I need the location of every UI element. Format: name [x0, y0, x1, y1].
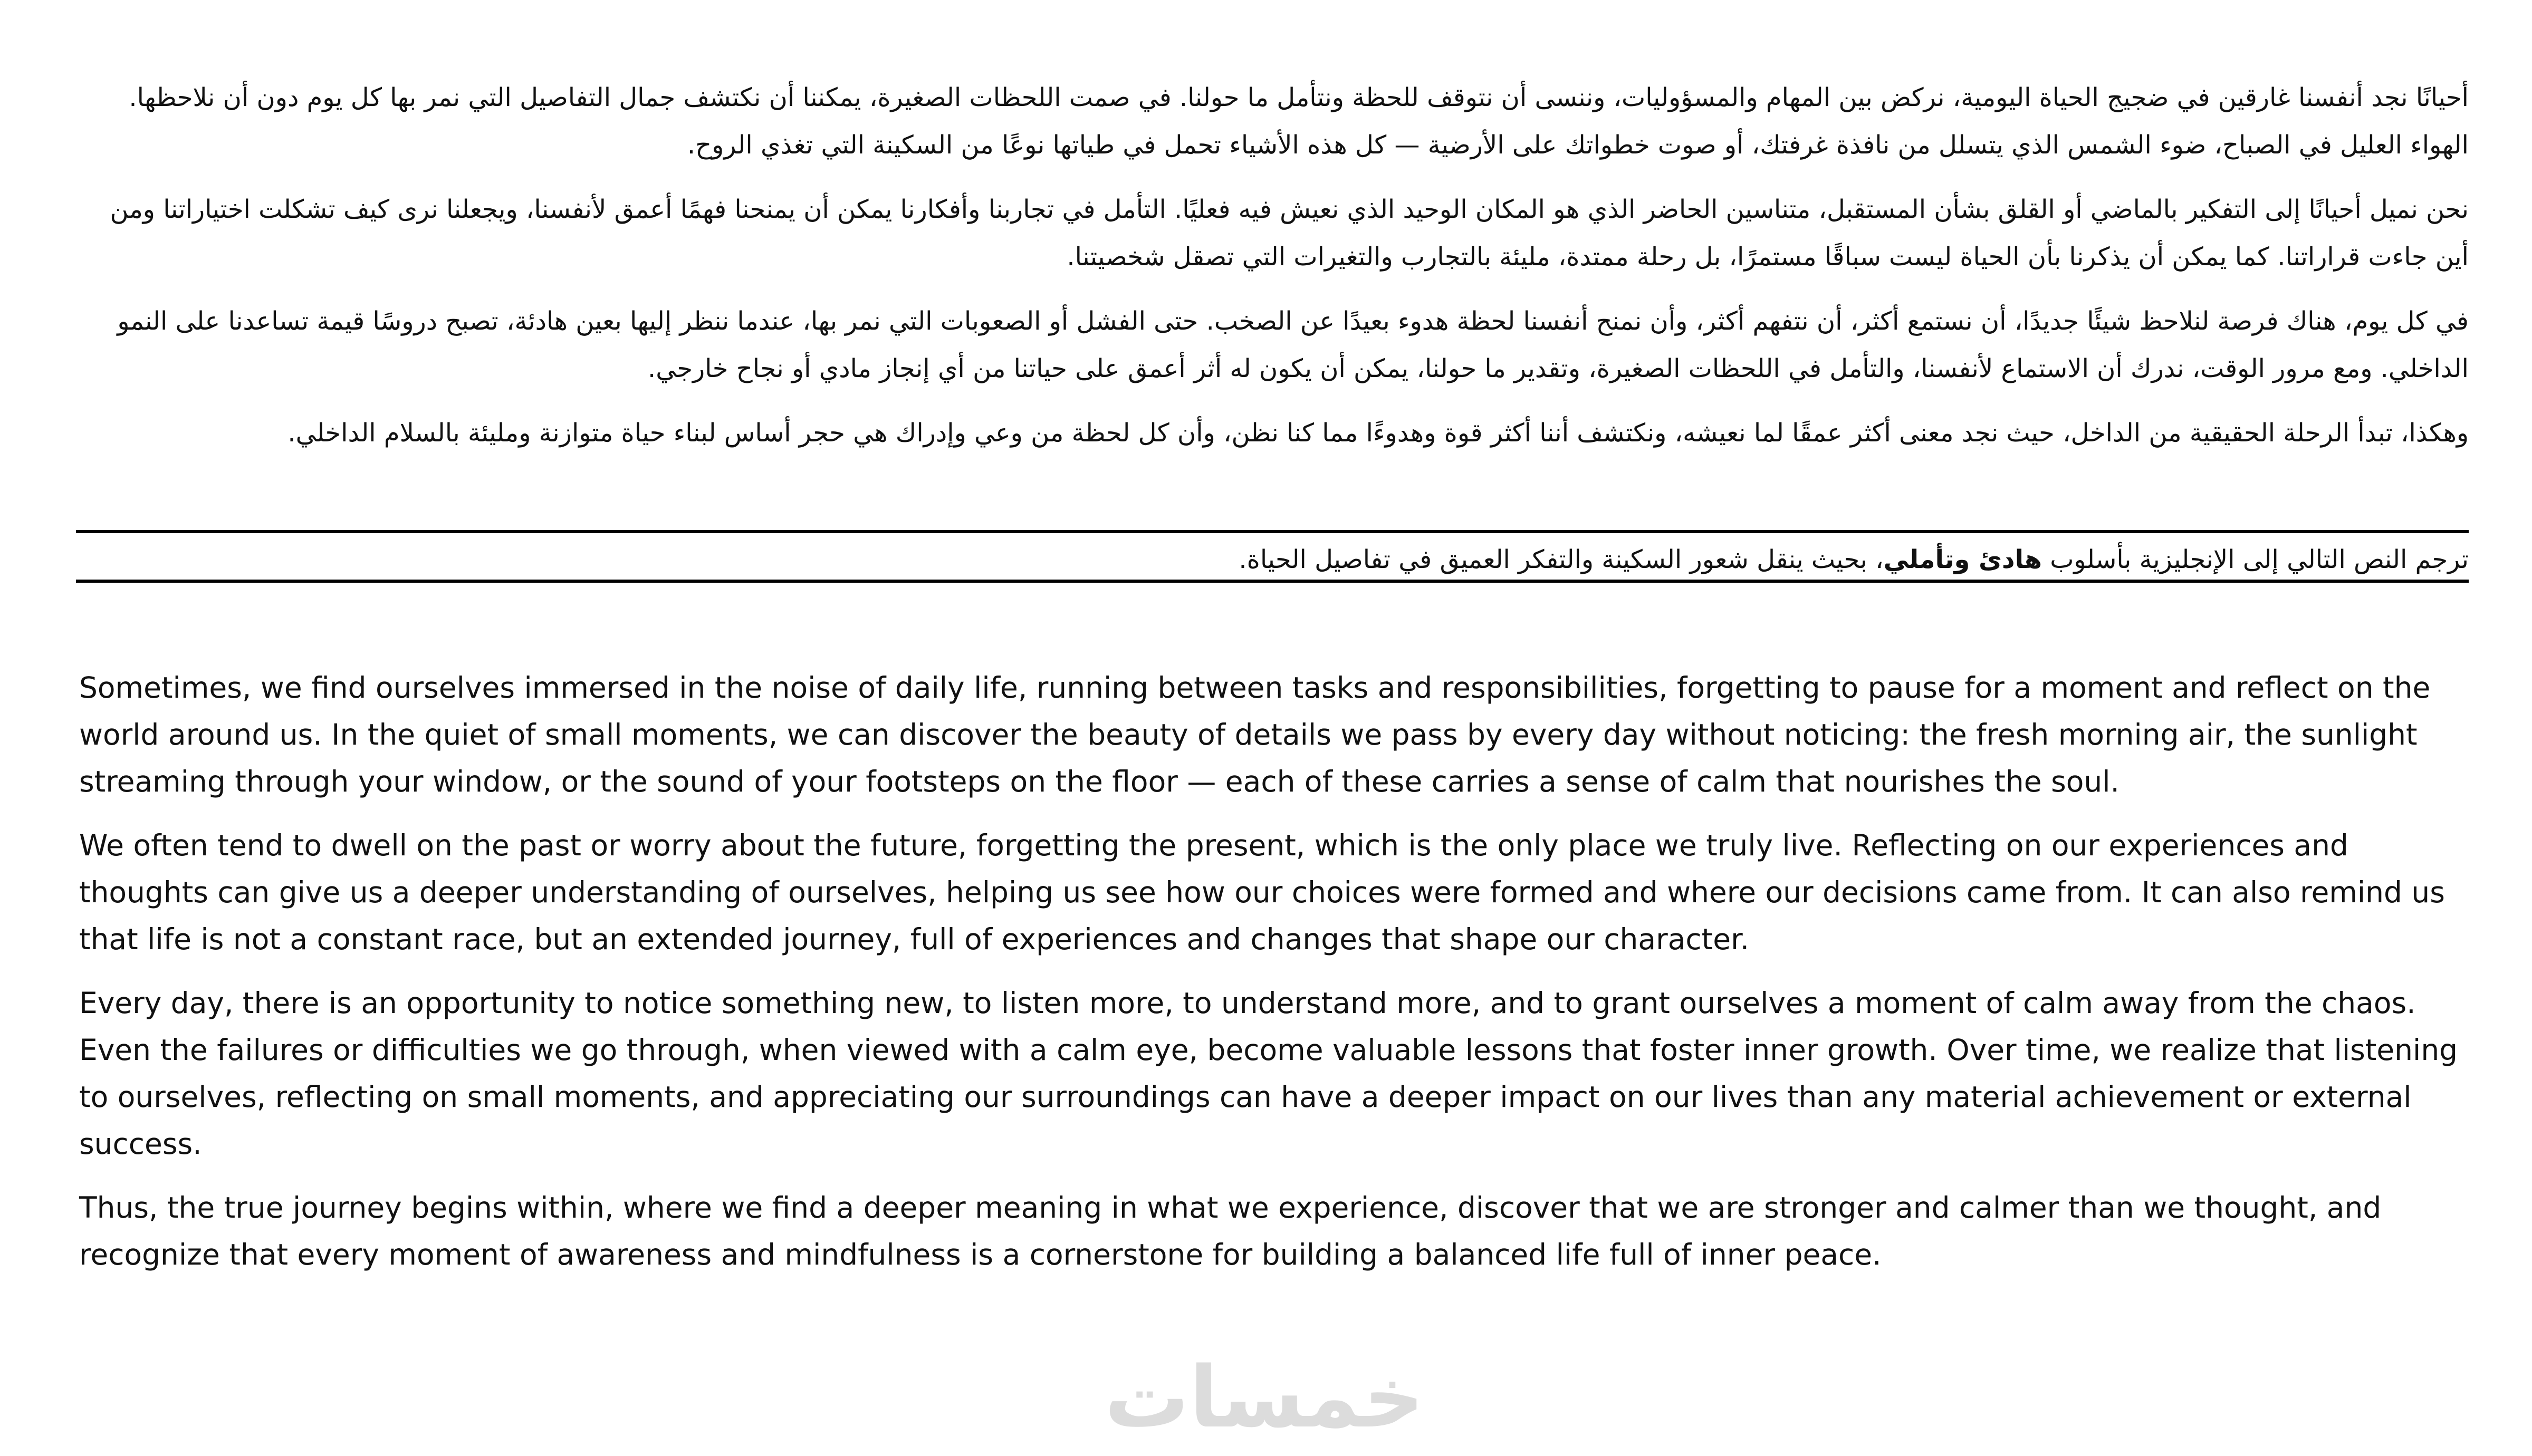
english-paragraph-3: Every day, there is an opportunity to notice something new, to listen more, to understand more, and to grant ourselves a moment of calm away from the chaos. Even the failures or difficulties we go through, when viewed with a calm eye, become valuable lessons that foster inner growth. Over time, we realize that listening to ourselves, reflecting on small moments, and appreciating our surroundings can have a deeper impact on our lives than any material achievement or external success. — [79, 986, 2458, 1161]
english-translation-text — [79, 664, 2474, 1295]
arabic-paragraph-1: أحيانًا نجد أنفسنا غارقين في ضجيج الحياة اليومية، نركض بين المهام والمسؤوليات، وننسى أن نتوقف للحظة ونتأمل ما حولنا. في صمت اللحظات الصغيرة، يمكننا أن نكتشف جمال التفاصيل التي نمر بها كل يوم دون أن نلاحظها. الهواء العليل في الصباح، ضوء الشمس الذي يتسلل من نافذة غرفتك، أو صوت خطواتك على الأرضية — كل هذه الأشياء تحمل في طياتها نوعًا من السكينة التي تغذي الروح. — [129, 83, 2469, 160]
english-paragraph-4: Thus, the true journey begins within, where we find a deeper meaning in what we experience, discover that we are stronger and calmer than we thought, and recognize that every moment of awareness and mindfulness is a cornerstone for building a balanced life full of inner peace. — [79, 1191, 2382, 1271]
prompt-text-bold: هادئ وتأملي — [1883, 545, 2042, 574]
arabic-paragraph-2: نحن نميل أحيانًا إلى التفكير بالماضي أو القلق بشأن المستقبل، متناسين الحاضر الذي هو المكان الوحيد الذي نعيش فيه فعليًا. التأمل في تجاربنا وأفكارنا يمكن أن يمنحنا فهمًا أعمق لأنفسنا، ويجعلنا نرى كيف تشكلت اختياراتنا ومن أين جاءت قراراتنا. كما يمكن أن يذكرنا بأن الحياة ليست سباقًا مستمرًا، بل رحلة ممتدة، مليئة بالتجارب والتغيرات التي تصقل شخصيتنا. — [110, 195, 2469, 272]
english-paragraph-2: We often tend to dwell on the past or worry about the future, forgetting the present, which is the only place we truly live. Reflecting on our experiences and thoughts can give us a deeper understanding of ourselves, helping us see how our choices were formed and where our decisions came from. It can also remind us that life is not a constant race, but an extended journey, full of experiences and changes that shape our character. — [79, 828, 2445, 956]
prompt-text-end: ، بحيث ينقل شعور السكينة والتفكر العميق في تفاصيل الحياة. — [1239, 545, 1884, 574]
translation-prompt — [76, 530, 2469, 583]
khamsat-watermark-logo: خمسات — [1104, 1348, 1424, 1447]
arabic-source-text — [79, 74, 2469, 474]
english-paragraph-1: Sometimes, we find ourselves immersed in the noise of daily life, running between tasks and responsibilities, forgetting to pause for a moment and reflect on the world around us. In the quiet of small moments, we can discover the beauty of details we pass by every day without noticing: the fresh morning air, the sunlight streaming through your window, or the sound of your footsteps on the floor — each of these carries a sense of calm that nourishes the soul. — [79, 671, 2431, 798]
arabic-paragraph-4: وهكذا، تبدأ الرحلة الحقيقية من الداخل، حيث نجد معنى أكثر عمقًا لما نعيشه، ونكتشف أننا أكثر قوة وهدوءًا مما كنا نظن، وأن كل لحظة من وعي وإدراك هي حجر أساس لبناء حياة متوازنة ومليئة بالسلام الداخلي. — [287, 418, 2469, 448]
arabic-paragraph-3: في كل يوم، هناك فرصة لنلاحظ شيئًا جديدًا، أن نستمع أكثر، أن نتفهم أكثر، وأن نمنح أنفسنا لحظة هدوء بعيدًا عن الصخب. حتى الفشل أو الصعوبات التي نمر بها، عندما ننظر إليها بعين هادئة، تصبح دروسًا قيمة تساعدنا على النمو الداخلي. ومع مرور الوقت، ندرك أن الاستماع لأنفسنا، والتأمل في اللحظات الصغيرة، وتقدير ما حولنا، يمكن أن يكون له أثر أعمق على حياتنا من أي إنجاز مادي أو نجاح خارجي. — [117, 306, 2469, 383]
prompt-text-start: ترجم النص التالي إلى الإنجليزية بأسلوب — [2041, 545, 2469, 574]
